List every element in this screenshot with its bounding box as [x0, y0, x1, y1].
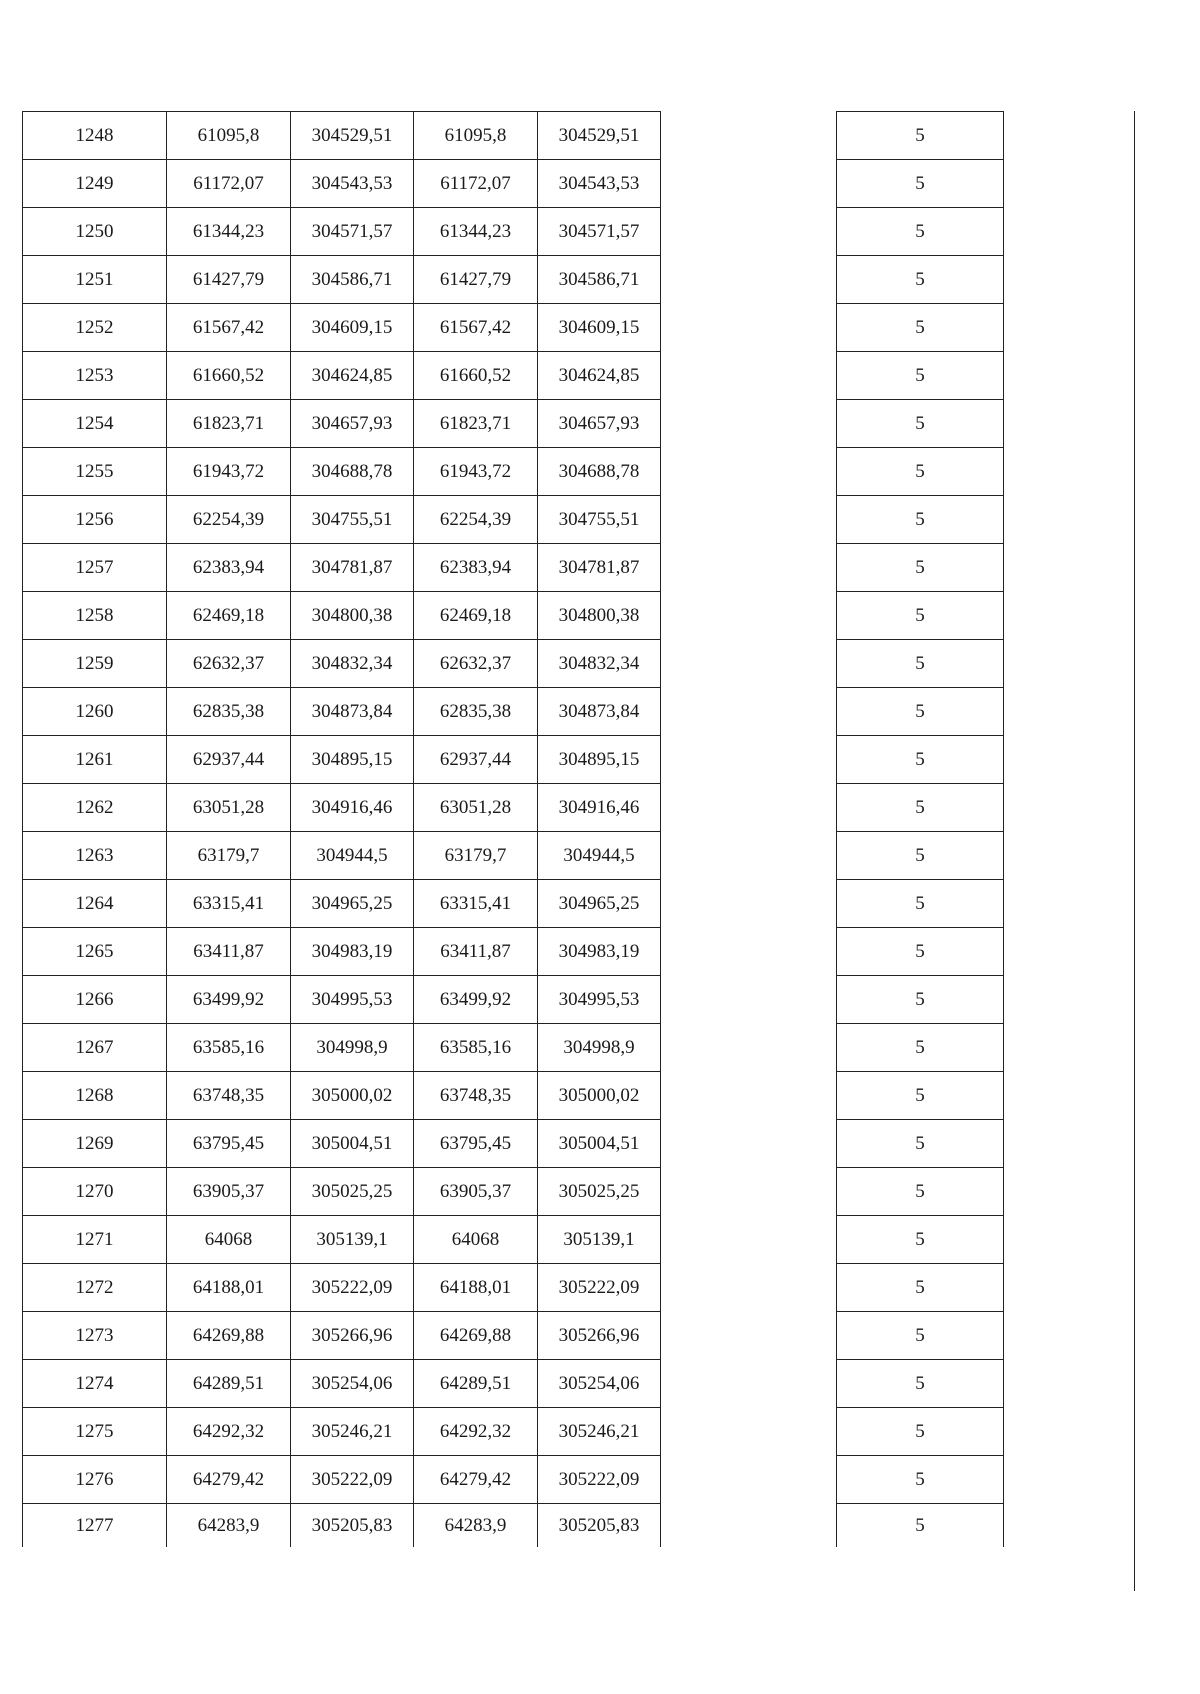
accuracy-cell: 5: [837, 208, 1004, 256]
y-new-cell: 305025,25: [538, 1168, 661, 1216]
y-old-cell: 304609,15: [291, 304, 414, 352]
accuracy-cell: 5: [837, 976, 1004, 1024]
y-new-cell: 304895,15: [538, 736, 661, 784]
table-row: [837, 256, 1004, 304]
x-old-cell: 62937,44: [167, 736, 291, 784]
y-new-cell: 305139,1: [538, 1216, 661, 1264]
point-number-cell: 1256: [23, 496, 167, 544]
y-new-cell: 305004,51: [538, 1120, 661, 1168]
table-row: [837, 1312, 1004, 1360]
y-new-cell: 304781,87: [538, 544, 661, 592]
point-number-cell: 1250: [23, 208, 167, 256]
y-new-cell: 304965,25: [538, 880, 661, 928]
y-new-cell: 305205,83: [538, 1504, 661, 1548]
point-number-cell: 1268: [23, 1072, 167, 1120]
point-number-cell: 1269: [23, 1120, 167, 1168]
x-old-cell: 62469,18: [167, 592, 291, 640]
y-new-cell: 304832,34: [538, 640, 661, 688]
x-new-cell: 63748,35: [414, 1072, 538, 1120]
table-row: [23, 496, 661, 544]
x-new-cell: 62469,18: [414, 592, 538, 640]
table-row: [23, 1072, 661, 1120]
y-new-cell: 304916,46: [538, 784, 661, 832]
x-old-cell: 63795,45: [167, 1120, 291, 1168]
point-number-cell: 1263: [23, 832, 167, 880]
x-new-cell: 61660,52: [414, 352, 538, 400]
y-old-cell: 304800,38: [291, 592, 414, 640]
accuracy-cell: 5: [837, 1504, 1004, 1548]
y-new-cell: 304998,9: [538, 1024, 661, 1072]
x-old-cell: 63499,92: [167, 976, 291, 1024]
table-row: [837, 400, 1004, 448]
x-old-cell: 63748,35: [167, 1072, 291, 1120]
table-row: [23, 976, 661, 1024]
x-new-cell: 62383,94: [414, 544, 538, 592]
accuracy-cell: 5: [837, 640, 1004, 688]
table-row: [23, 1264, 661, 1312]
table-row: [837, 1168, 1004, 1216]
x-old-cell: 62254,39: [167, 496, 291, 544]
table-row: [23, 208, 661, 256]
y-old-cell: 305004,51: [291, 1120, 414, 1168]
point-number-cell: 1275: [23, 1408, 167, 1456]
y-old-cell: 305266,96: [291, 1312, 414, 1360]
point-number-cell: 1267: [23, 1024, 167, 1072]
table-row: [837, 1120, 1004, 1168]
y-new-cell: 304688,78: [538, 448, 661, 496]
y-old-cell: 305025,25: [291, 1168, 414, 1216]
x-new-cell: 61344,23: [414, 208, 538, 256]
x-old-cell: 62835,38: [167, 688, 291, 736]
x-old-cell: 61344,23: [167, 208, 291, 256]
x-new-cell: 62835,38: [414, 688, 538, 736]
y-old-cell: 304995,53: [291, 976, 414, 1024]
x-old-cell: 64068: [167, 1216, 291, 1264]
accuracy-cell: 5: [837, 1120, 1004, 1168]
x-old-cell: 61943,72: [167, 448, 291, 496]
table-row: [837, 208, 1004, 256]
point-number-cell: 1260: [23, 688, 167, 736]
x-new-cell: 64269,88: [414, 1312, 538, 1360]
table-row: [23, 1216, 661, 1264]
point-number-cell: 1249: [23, 160, 167, 208]
table-row: [837, 1216, 1004, 1264]
accuracy-table-body: [837, 112, 1004, 1548]
y-old-cell: 304624,85: [291, 352, 414, 400]
point-number-cell: 1270: [23, 1168, 167, 1216]
x-old-cell: 64283,9: [167, 1504, 291, 1548]
y-old-cell: 305222,09: [291, 1456, 414, 1504]
y-new-cell: 304800,38: [538, 592, 661, 640]
point-number-cell: 1262: [23, 784, 167, 832]
table-row: [837, 928, 1004, 976]
table-row: [837, 112, 1004, 160]
accuracy-cell: 5: [837, 1168, 1004, 1216]
y-new-cell: 305222,09: [538, 1264, 661, 1312]
y-old-cell: 305205,83: [291, 1504, 414, 1548]
point-number-cell: 1261: [23, 736, 167, 784]
accuracy-cell: 5: [837, 784, 1004, 832]
x-new-cell: 64188,01: [414, 1264, 538, 1312]
y-old-cell: 304965,25: [291, 880, 414, 928]
accuracy-cell: 5: [837, 832, 1004, 880]
accuracy-cell: 5: [837, 592, 1004, 640]
x-new-cell: 64292,32: [414, 1408, 538, 1456]
table-row: [837, 1408, 1004, 1456]
table-row: [23, 1120, 661, 1168]
y-new-cell: 305254,06: [538, 1360, 661, 1408]
point-number-cell: 1255: [23, 448, 167, 496]
x-new-cell: 61943,72: [414, 448, 538, 496]
x-new-cell: 61567,42: [414, 304, 538, 352]
y-old-cell: 304781,87: [291, 544, 414, 592]
y-new-cell: 304571,57: [538, 208, 661, 256]
x-old-cell: 61567,42: [167, 304, 291, 352]
accuracy-cell: 5: [837, 1312, 1004, 1360]
y-old-cell: 305000,02: [291, 1072, 414, 1120]
x-new-cell: 63905,37: [414, 1168, 538, 1216]
table-row: [23, 1360, 661, 1408]
y-old-cell: 304688,78: [291, 448, 414, 496]
y-new-cell: 304624,85: [538, 352, 661, 400]
x-old-cell: 64292,32: [167, 1408, 291, 1456]
accuracy-cell: 5: [837, 1360, 1004, 1408]
x-new-cell: 61172,07: [414, 160, 538, 208]
coordinates-table: [22, 111, 661, 1547]
point-number-cell: 1264: [23, 880, 167, 928]
y-old-cell: 304755,51: [291, 496, 414, 544]
y-new-cell: 304657,93: [538, 400, 661, 448]
accuracy-cell: 5: [837, 160, 1004, 208]
point-number-cell: 1277: [23, 1504, 167, 1548]
point-number-cell: 1259: [23, 640, 167, 688]
accuracy-cell: 5: [837, 496, 1004, 544]
table-row: [23, 544, 661, 592]
x-old-cell: 64269,88: [167, 1312, 291, 1360]
x-new-cell: 63795,45: [414, 1120, 538, 1168]
table-row: [837, 736, 1004, 784]
x-old-cell: 61427,79: [167, 256, 291, 304]
table-row: [23, 1312, 661, 1360]
table-row: [837, 640, 1004, 688]
table-row: [23, 784, 661, 832]
point-number-cell: 1272: [23, 1264, 167, 1312]
accuracy-cell: 5: [837, 1216, 1004, 1264]
y-new-cell: 304944,5: [538, 832, 661, 880]
x-new-cell: 63315,41: [414, 880, 538, 928]
x-old-cell: 63179,7: [167, 832, 291, 880]
x-new-cell: 61427,79: [414, 256, 538, 304]
accuracy-cell: 5: [837, 688, 1004, 736]
point-number-cell: 1251: [23, 256, 167, 304]
point-number-cell: 1265: [23, 928, 167, 976]
y-new-cell: 304983,19: [538, 928, 661, 976]
accuracy-cell: 5: [837, 1264, 1004, 1312]
table-row: [23, 256, 661, 304]
x-new-cell: 62254,39: [414, 496, 538, 544]
y-new-cell: 304609,15: [538, 304, 661, 352]
y-old-cell: 304944,5: [291, 832, 414, 880]
y-new-cell: 304529,51: [538, 112, 661, 160]
accuracy-cell: 5: [837, 736, 1004, 784]
accuracy-cell: 5: [837, 400, 1004, 448]
accuracy-cell: 5: [837, 544, 1004, 592]
table-row: [23, 352, 661, 400]
table-row: [23, 928, 661, 976]
y-old-cell: 304586,71: [291, 256, 414, 304]
accuracy-cell: 5: [837, 880, 1004, 928]
y-old-cell: 305254,06: [291, 1360, 414, 1408]
table-row: [837, 1456, 1004, 1504]
table-row: [23, 1456, 661, 1504]
table-row: [837, 448, 1004, 496]
y-old-cell: 304998,9: [291, 1024, 414, 1072]
point-number-cell: 1266: [23, 976, 167, 1024]
point-number-cell: 1257: [23, 544, 167, 592]
point-number-cell: 1252: [23, 304, 167, 352]
accuracy-cell: 5: [837, 928, 1004, 976]
table-row: [23, 592, 661, 640]
y-old-cell: 304873,84: [291, 688, 414, 736]
y-old-cell: 304657,93: [291, 400, 414, 448]
accuracy-cell: 5: [837, 112, 1004, 160]
table-row: [837, 1504, 1004, 1548]
x-new-cell: 64283,9: [414, 1504, 538, 1548]
point-number-cell: 1274: [23, 1360, 167, 1408]
y-new-cell: 304873,84: [538, 688, 661, 736]
y-new-cell: 305246,21: [538, 1408, 661, 1456]
point-number-cell: 1276: [23, 1456, 167, 1504]
y-old-cell: 305246,21: [291, 1408, 414, 1456]
table-row: [837, 1024, 1004, 1072]
x-new-cell: 63051,28: [414, 784, 538, 832]
table-row: [837, 1360, 1004, 1408]
table-row: [23, 736, 661, 784]
y-old-cell: 304983,19: [291, 928, 414, 976]
x-old-cell: 62632,37: [167, 640, 291, 688]
point-number-cell: 1253: [23, 352, 167, 400]
table-row: [837, 160, 1004, 208]
table-row: [837, 544, 1004, 592]
y-old-cell: 304529,51: [291, 112, 414, 160]
accuracy-cell: 5: [837, 1024, 1004, 1072]
right-table-border: [1134, 111, 1135, 1591]
x-new-cell: 63179,7: [414, 832, 538, 880]
x-new-cell: 63585,16: [414, 1024, 538, 1072]
y-new-cell: 304543,53: [538, 160, 661, 208]
table-row: [23, 448, 661, 496]
x-old-cell: 63585,16: [167, 1024, 291, 1072]
table-row: [23, 1408, 661, 1456]
x-old-cell: 61660,52: [167, 352, 291, 400]
table-row: [23, 1168, 661, 1216]
x-old-cell: 61095,8: [167, 112, 291, 160]
y-new-cell: 304586,71: [538, 256, 661, 304]
table-row: [23, 640, 661, 688]
x-old-cell: 63411,87: [167, 928, 291, 976]
y-old-cell: 305222,09: [291, 1264, 414, 1312]
table-row: [837, 880, 1004, 928]
table-row: [23, 160, 661, 208]
y-new-cell: 305266,96: [538, 1312, 661, 1360]
table-row: [837, 976, 1004, 1024]
y-new-cell: 304755,51: [538, 496, 661, 544]
x-old-cell: 64279,42: [167, 1456, 291, 1504]
x-old-cell: 64188,01: [167, 1264, 291, 1312]
y-old-cell: 304916,46: [291, 784, 414, 832]
x-new-cell: 63411,87: [414, 928, 538, 976]
point-number-cell: 1258: [23, 592, 167, 640]
accuracy-cell: 5: [837, 448, 1004, 496]
y-new-cell: 305000,02: [538, 1072, 661, 1120]
table-row: [23, 304, 661, 352]
x-new-cell: 62937,44: [414, 736, 538, 784]
point-number-cell: 1271: [23, 1216, 167, 1264]
y-old-cell: 304543,53: [291, 160, 414, 208]
x-new-cell: 64279,42: [414, 1456, 538, 1504]
y-new-cell: 304995,53: [538, 976, 661, 1024]
x-new-cell: 63499,92: [414, 976, 538, 1024]
x-old-cell: 63315,41: [167, 880, 291, 928]
accuracy-cell: 5: [837, 256, 1004, 304]
table-row: [837, 304, 1004, 352]
point-number-cell: 1273: [23, 1312, 167, 1360]
table-row: [23, 112, 661, 160]
table-row: [23, 1024, 661, 1072]
table-row: [837, 592, 1004, 640]
table-row: [23, 1504, 661, 1548]
table-row: [23, 832, 661, 880]
table-row: [23, 400, 661, 448]
x-new-cell: 61823,71: [414, 400, 538, 448]
x-old-cell: 61823,71: [167, 400, 291, 448]
table-row: [23, 688, 661, 736]
y-old-cell: 304895,15: [291, 736, 414, 784]
table-row: [837, 352, 1004, 400]
x-old-cell: 64289,51: [167, 1360, 291, 1408]
point-number-cell: 1254: [23, 400, 167, 448]
accuracy-cell: 5: [837, 352, 1004, 400]
table-row: [837, 832, 1004, 880]
point-number-cell: 1248: [23, 112, 167, 160]
coordinates-table-body: [23, 112, 661, 1548]
x-new-cell: 61095,8: [414, 112, 538, 160]
x-old-cell: 63905,37: [167, 1168, 291, 1216]
accuracy-cell: 5: [837, 304, 1004, 352]
table-row: [23, 880, 661, 928]
accuracy-cell: 5: [837, 1072, 1004, 1120]
table-row: [837, 1072, 1004, 1120]
table-row: [837, 784, 1004, 832]
x-new-cell: 64289,51: [414, 1360, 538, 1408]
x-old-cell: 61172,07: [167, 160, 291, 208]
x-new-cell: 62632,37: [414, 640, 538, 688]
table-row: [837, 688, 1004, 736]
table-row: [837, 1264, 1004, 1312]
x-old-cell: 63051,28: [167, 784, 291, 832]
y-new-cell: 305222,09: [538, 1456, 661, 1504]
x-old-cell: 62383,94: [167, 544, 291, 592]
accuracy-cell: 5: [837, 1408, 1004, 1456]
accuracy-table: [836, 111, 1004, 1547]
y-old-cell: 304832,34: [291, 640, 414, 688]
y-old-cell: 304571,57: [291, 208, 414, 256]
table-row: [837, 496, 1004, 544]
x-new-cell: 64068: [414, 1216, 538, 1264]
accuracy-cell: 5: [837, 1456, 1004, 1504]
y-old-cell: 305139,1: [291, 1216, 414, 1264]
